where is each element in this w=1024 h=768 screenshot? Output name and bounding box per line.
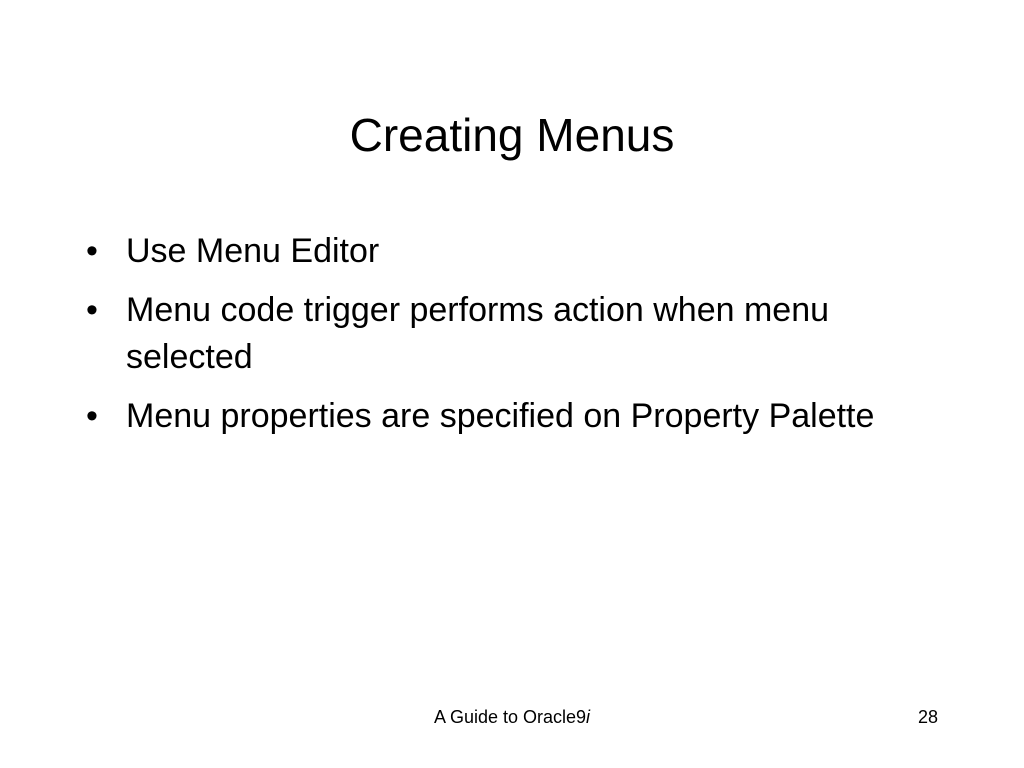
bullet-item [82,228,902,275]
bullet-text: Menu code trigger performs action when menu selected [126,291,830,376]
bullet-list [82,228,902,452]
bullet-text: Use Menu Editor [126,232,380,270]
footer-text-main: A Guide to Oracle9 [433,707,587,727]
footer-text-italic: i [586,707,591,727]
bullet-icon: • [86,291,98,329]
slide-title: Creating Menus [349,109,675,161]
footer-text [0,706,1024,728]
bullet-item [82,393,902,440]
bullet-icon: • [86,232,98,270]
bullet-item [82,287,902,381]
page-number: 28 [917,707,938,727]
bullet-text: Menu properties are specified on Property Palette [126,397,875,435]
bullet-icon: • [86,397,98,435]
